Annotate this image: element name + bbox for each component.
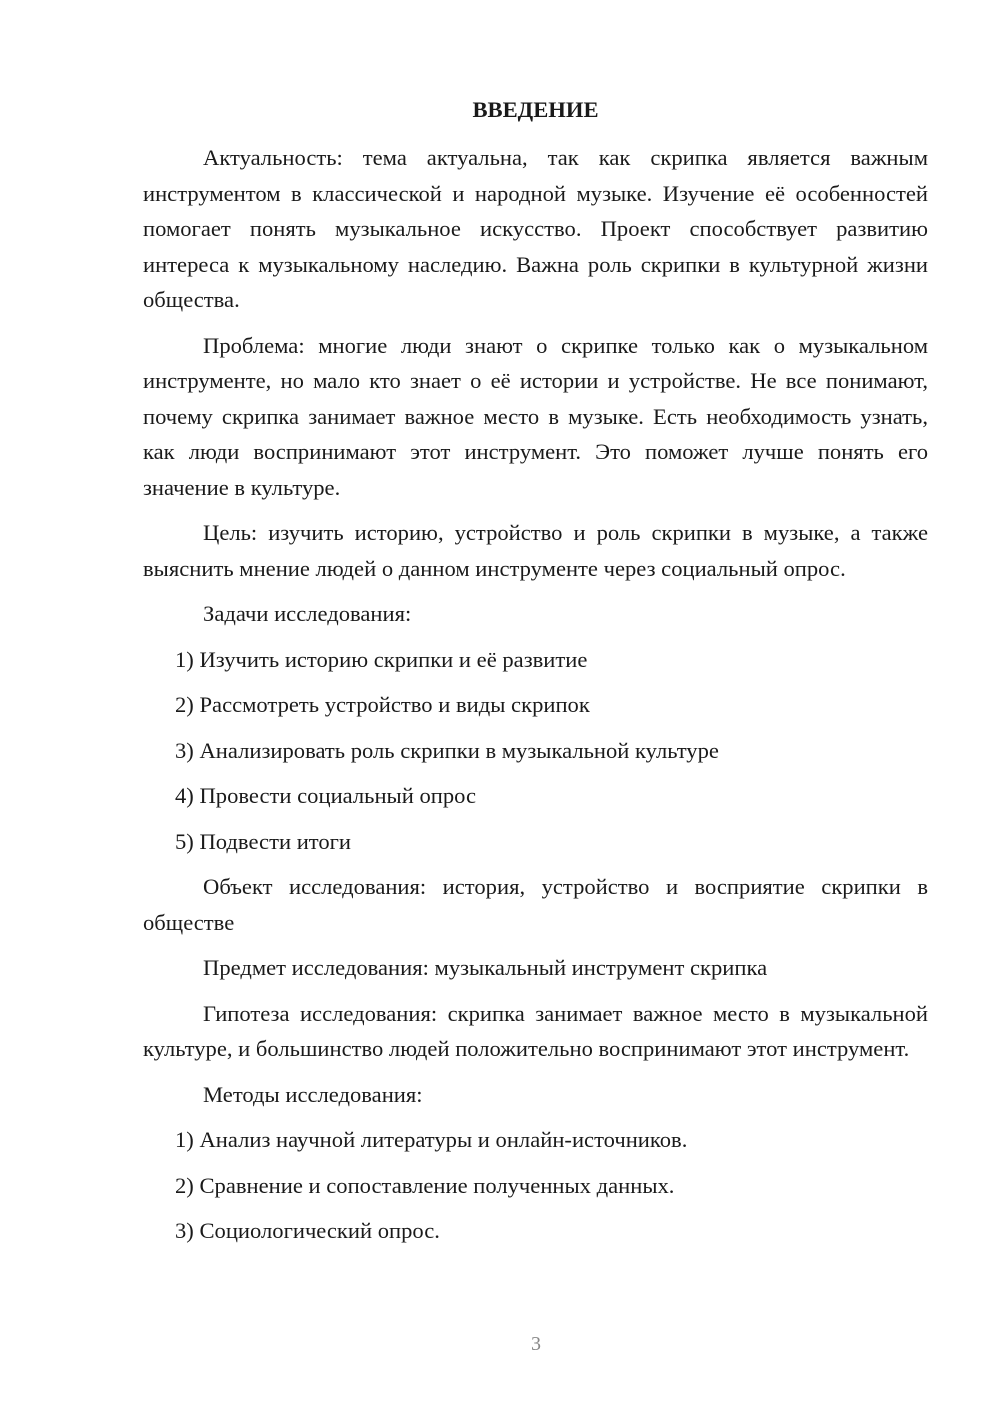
page-number: 3 xyxy=(531,1333,541,1355)
subject-paragraph: Предмет исследования: музыкальный инструмент скрипка xyxy=(203,955,768,980)
tasks-list xyxy=(143,642,928,860)
goal-paragraph: Цель: изучить историю, устройство и роль скрипки в музыке, а также выяснить мнение людей о данном инструменте через социальный опрос. xyxy=(143,520,928,581)
tasks-heading: Задачи исследования: xyxy=(203,601,412,626)
methods-list xyxy=(143,1122,928,1249)
list-item: 1) Изучить историю скрипки и её развитие xyxy=(175,646,588,672)
list-item: 2) Рассмотреть устройство и виды скрипок xyxy=(175,692,590,717)
document-page xyxy=(143,92,928,1259)
list-item: 3) Социологический опрос. xyxy=(175,1218,440,1243)
list-item: 5) Подвести итоги xyxy=(175,828,352,854)
list-item: 1) Анализ научной литературы и онлайн-источников. xyxy=(175,1127,688,1152)
list-item: 4) Провести социальный опрос xyxy=(175,783,477,808)
problem-paragraph: Проблема: многие люди знают о скрипке только как о музыкальном инструменте, но мало кто знает о её истории и устройстве. Не все понимают, почему скрипка занимает важное место в музыке. Есть необходимость узнать, как люди воспринимают этот инструмент. Это поможет лучше понять его значение в культуре. xyxy=(143,332,928,500)
methods-heading: Методы исследования: xyxy=(203,1081,423,1107)
relevance-paragraph: Актуальность: тема актуальна, так как скрипка является важным инструментом в классической и народной музыке. Изучение её особенностей помогает понять музыкальное искусство. Проект способствует развитию интереса к музыкальному наследию. Важна роль скрипки в культурной жизни общества. xyxy=(143,145,928,312)
object-paragraph: Объект исследования: история, устройство и восприятие скрипки в обществе xyxy=(143,874,928,935)
page-title: ВВЕДЕНИЕ xyxy=(472,97,599,122)
hypothesis-paragraph: Гипотеза исследования: скрипка занимает важное место в музыкальной культуре, и большинство людей положительно воспринимают этот инструмент. xyxy=(143,1000,928,1061)
list-item: 3) Анализировать роль скрипки в музыкальной культуре xyxy=(175,737,719,763)
list-item: 2) Сравнение и сопоставление полученных данных. xyxy=(175,1172,675,1198)
